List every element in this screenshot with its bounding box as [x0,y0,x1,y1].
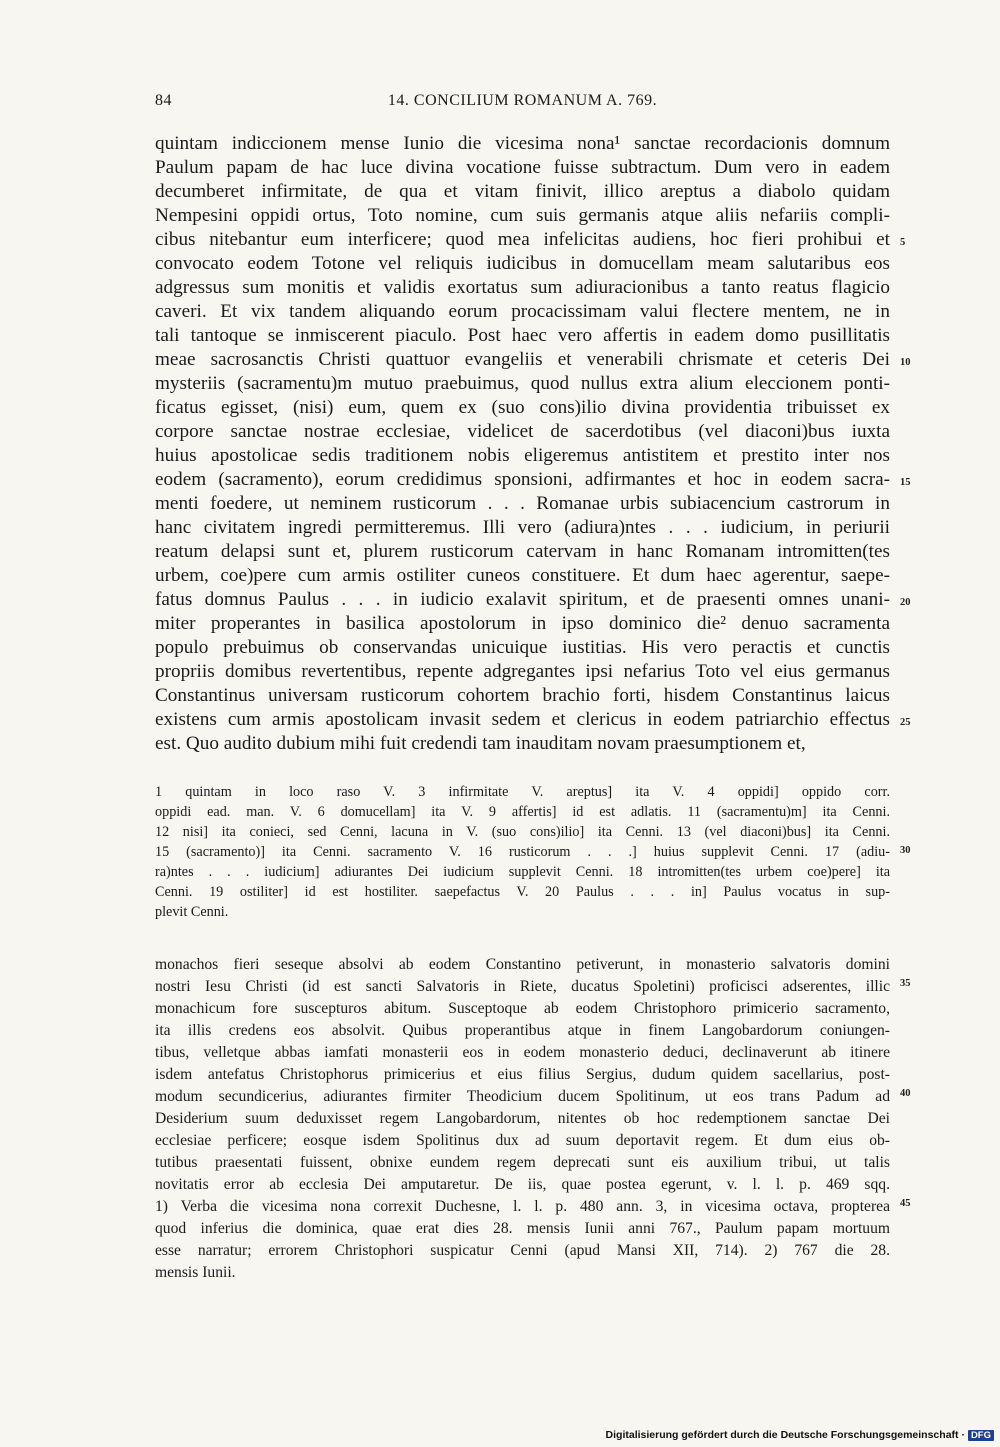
apparatus-notes [155,782,890,922]
main-line: adgressus sum monitis et validis exortatus sum adiuracionibus a tanto reatus flagicio [155,277,890,298]
main-line: eodem (sacramento), eorum credidimus sponsioni, adfirmantes et hoc in eodem sacra- [155,469,890,490]
main-line: convocato eodem Totone vel reliquis iudicibus in domucellam meam salutaribus eos [155,253,890,274]
note-line: 15 (sacramento)] ita Cenni. sacramento V. 16 rusticorum . . .] huius supplevit Cenni. 17 (adiu- [155,844,890,860]
main-line: Paulum papam de hac luce divina vocatione fuisse subtractum. Dum vero in eadem [155,157,890,178]
main-line: caveri. Et vix tandem aliquando eorum procacissimam valui flectere mentem, ne in [155,301,890,322]
page-number: 84 [155,92,172,109]
credit-text: Digitalisierung gefördert durch die Deutsche Forschungsgemeinschaft · [605,1429,965,1441]
main-line: populo prebuimus ob conservandas unicuique iustitias. His vero peractis et cunctis [155,637,890,658]
main-line: fatus domnus Paulus . . . in iudicio exalavit spiritum, et de praesenti omnes unani- [155,589,890,610]
note-line: 12 nisi] ita conieci, sed Cenni, lacuna in V. (suo cons)ilio] ita Cenni. 13 (vel diaconi)bus] ita Cenni. [155,824,890,840]
commentary-text [155,954,890,1284]
commentary-line: isdem antefatus Christophorus primicerius et eius filius Sergius, dudum quidem sacellarius, post- [155,1066,890,1083]
note-line: Cenni. 19 ostiliter] id est hostiliter. saepefactus V. 20 Paulus . . . in] Paulus vocatus in sup- [155,884,890,900]
footnote-line: esse narratur; errorem Christophori suspicatur Cenni (apud Mansi XII, 714). 2) 767 die 28. [155,1242,890,1259]
commentary-line: ecclesiae perficere; eosque isdem Spolitinus dux ad suum deportavit regem. Et dum eius ob- [155,1132,890,1149]
footnote-line: mensis Iunii. [155,1264,236,1281]
commentary-line: tutibus praesentati fuissent, obnixe eundem regem deprecati sunt eis auxilium tribui, ut talis [155,1154,890,1171]
line-number-marker: 40 [900,1088,911,1099]
commentary-line: monachos fieri seseque absolvi ab eodem Constantino petiverunt, in monasterio salvatoris domini [155,956,890,973]
line-number-marker: 15 [900,477,911,488]
note-line: oppidi ead. man. V. 6 domucellam] ita V. 9 affertis] id est adlatis. 11 (sacramentu)m] ita Cenni. [155,804,890,820]
line-number-marker: 35 [900,978,911,989]
main-line: reatum delapsi sunt et, plurem rusticorum catervam in hanc Romanam intromitten(tes [155,541,890,562]
main-line: meae sacrosanctis Christi quattuor evangeliis et venerabili chrismate et ceteris Dei [155,349,890,370]
footnote-line: quod inferius die dominica, quae erat dies 28. mensis Iunii anni 767., Paulum papam mortuum [155,1220,890,1237]
main-line: corpore sanctae nostrae ecclesiae, videlicet de sacerdotibus (vel diaconi)bus iuxta [155,421,890,442]
line-number-marker: 25 [900,717,911,728]
note-line: plevit Cenni. [155,904,229,920]
line-number-marker: 45 [900,1198,911,1209]
commentary-line: novitatis error ab ecclesia Dei amputaretur. De iis, quae postea egerunt, v. l. l. p. 469 sqq. [155,1176,890,1193]
page-header [155,92,890,116]
main-line: est. Quo audito dubium mihi fuit credendi tam inauditam novam praesumptionem et, [155,733,806,754]
main-line: Nempesini oppidi ortus, Toto nomine, cum suis germanis atque aliis nefariis compli- [155,205,890,226]
main-line: propriis domibus revertentibus, repente adgregantes ipsi nefarius Toto vel eius germanus [155,661,890,682]
main-line: cibus nitebantur eum interficere; quod mea infelicitas audiens, hoc fieri prohibui et [155,229,890,250]
main-line: ficatus egisset, (nisi) eum, quem ex (suo cons)ilio divina providentia tribuisset ex [155,397,890,418]
running-title: 14. CONCILIUM ROMANUM A. 769. [387,92,658,109]
line-number-marker: 10 [900,357,911,368]
main-line: miter properantes in basilica apostolorum in ipso dominico die² denuo sacramenta [155,613,890,634]
commentary-line: modum secundicerius, adiurantes firmiter Theodicium ducem Spolitinum, ut eos trans Padum ad [155,1088,890,1105]
main-line: hanc civitatem ingredi permitteremus. Illi vero (adiura)ntes . . . iudicium, in periurii [155,517,890,538]
main-line: decumberet infirmitate, de qua et vitam finivit, illico areptus a diabolo quidam [155,181,890,202]
main-line: tali tantoque se inmiscerent piaculo. Post haec vero affertis in eadem domo pusillitatis [155,325,890,346]
commentary-line: Desiderium suum deduxisset regem Langobardorum, nitentes ob hoc redemptionem sanctae Dei [155,1110,890,1127]
main-line: mysteriis (sacramentu)m mutuo praebuimus, quod nullus extra alium eleccionem ponti- [155,373,890,394]
main-line: huius apostolicae sedis traditionem nobis eligeremus antistitem et prestito inter nos [155,445,890,466]
footnote-line: 1) Verba die vicesima nona correxit Duchesne, l. l. p. 480 ann. 3, in vicesima octava, propterea [155,1198,890,1215]
line-number-marker: 30 [900,845,911,856]
main-line: existens cum armis apostolicam invasit sedem et clericus in eodem patriarchio effectus [155,709,890,730]
main-line: menti foedere, ut neminem rusticorum . . . Romanae urbis subiacencium castrorum in [155,493,890,514]
note-line: 1 quintam in loco raso V. 3 infirmitate V. areptus] ita V. 4 oppidi] oppido corr. [155,784,890,800]
main-line: quintam indiccionem mense Iunio die vicesima nona¹ sanctae recordacionis domnum [155,133,890,154]
main-line: Constantinus universam rusticorum cohortem brachio forti, hisdem Constantinus laicus [155,685,890,706]
digitization-credit [606,1429,994,1441]
note-line: ra)ntes . . . iudicium] adiurantes Dei iudicium supplevit Cenni. 18 intromitten(tes urbem coe)pere] ita [155,864,890,880]
commentary-line: tibus, velletque abbas iamfati monasterii eos in eodem monasterio deduci, declinaverunt ab itinere [155,1044,890,1061]
line-number-marker: 20 [900,597,911,608]
dfg-logo: DFG [968,1430,994,1441]
main-line: urbem, coe)pere cum armis ostiliter cuneos constituere. Et dum haec agerentur, saepe- [155,565,890,586]
commentary-line: nostri Iesu Christi (id est sancti Salvatoris in Riete, ducatus Spoletini) proficisci adserentes, illic [155,978,890,995]
commentary-line: monachicum fore suscepturos abitum. Susceptoque ab eodem Christophoro primicerio sacramento, [155,1000,890,1017]
line-number-marker: 5 [900,237,906,248]
commentary-line: ita illis credens eos absolvit. Quibus properantibus atque in finem Langobardorum coniungen- [155,1022,890,1039]
main-text [155,132,890,756]
